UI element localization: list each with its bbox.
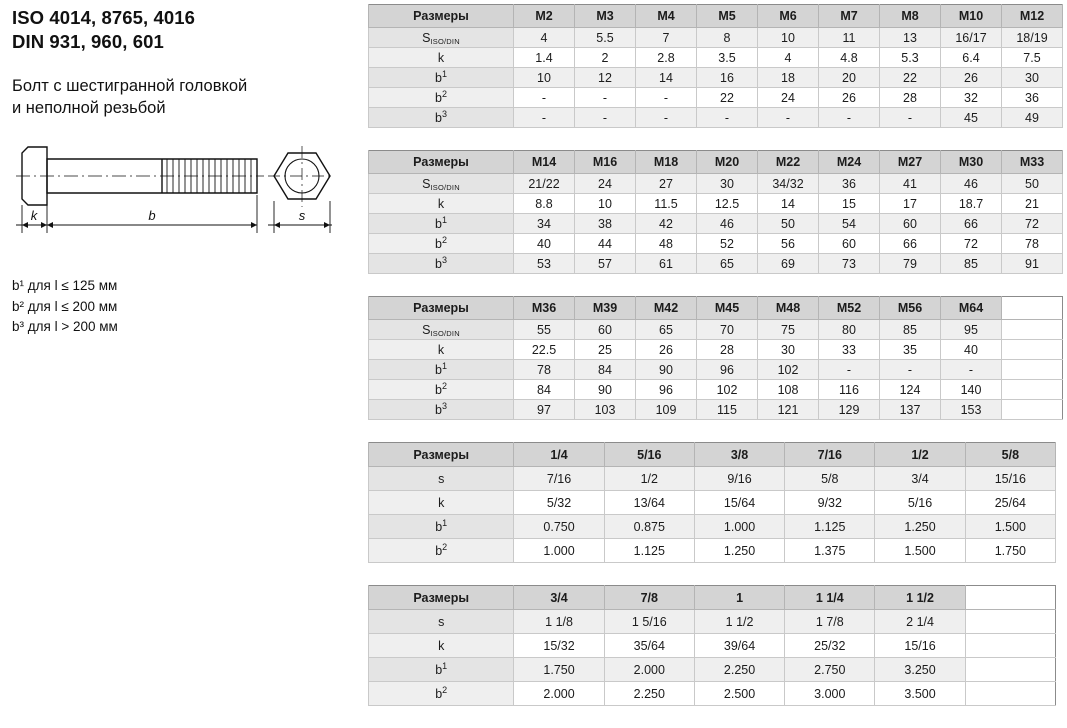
row-label: $S_{ISO/DIN}$ <box>369 28 514 48</box>
table-cell: 25 <box>575 340 636 360</box>
table-cell: - <box>514 108 575 128</box>
column-header-thread: M36 <box>514 297 575 320</box>
subtitle-line-1: Болт с шестигранной головкой <box>12 76 248 95</box>
table-cell: 30 <box>697 174 758 194</box>
table-cell: 35/64 <box>604 634 694 658</box>
table-cell: 1.250 <box>694 539 784 563</box>
table-cell: 14 <box>758 194 819 214</box>
table-cell: 3.250 <box>875 658 965 682</box>
table-row <box>369 214 1063 234</box>
table-cell <box>1002 360 1063 380</box>
table-cell: 11 <box>819 28 880 48</box>
table-cell <box>1002 400 1063 420</box>
table-cell: 27 <box>636 174 697 194</box>
table-cell: 7 <box>636 28 697 48</box>
table-cell: 3.5 <box>697 48 758 68</box>
row-label: $b^1$ <box>369 214 514 234</box>
table-header-row <box>369 5 1063 28</box>
table-cell: 65 <box>636 320 697 340</box>
svg-text:b: b <box>148 208 156 224</box>
column-header-thread: M27 <box>880 151 941 174</box>
table-cell: 1 1/8 <box>514 610 604 634</box>
table-row <box>369 88 1063 108</box>
table-cell: 46 <box>941 174 1002 194</box>
table-cell: 44 <box>575 234 636 254</box>
column-header-size: Размеры <box>369 297 514 320</box>
table-cell: 18 <box>758 68 819 88</box>
column-header-thread: M2 <box>514 5 575 28</box>
row-label: k <box>369 340 514 360</box>
table-cell: - <box>880 108 941 128</box>
column-header-thread: M16 <box>575 151 636 174</box>
table-cell: 50 <box>1002 174 1063 194</box>
table-cell: 4 <box>514 28 575 48</box>
svg-text:s: s <box>298 208 306 224</box>
table-cell: 1.750 <box>514 658 604 682</box>
table-cell: 1.4 <box>514 48 575 68</box>
table-row <box>369 682 1056 706</box>
table-cell: 48 <box>636 234 697 254</box>
table-cell: 3.000 <box>785 682 875 706</box>
column-header-thread: M48 <box>758 297 819 320</box>
table-cell: 17 <box>880 194 941 214</box>
table-cell: 34/32 <box>758 174 819 194</box>
row-label: $b^1$ <box>369 68 514 88</box>
table-cell: 38 <box>575 214 636 234</box>
table-cell: 2.500 <box>694 682 784 706</box>
table-cell: 8.8 <box>514 194 575 214</box>
table-cell <box>965 610 1055 634</box>
table-cell: 33 <box>819 340 880 360</box>
table-row <box>369 380 1063 400</box>
column-header-thread: M5 <box>697 5 758 28</box>
column-header-thread: 7/8 <box>604 586 694 610</box>
table-row <box>369 658 1056 682</box>
table-row <box>369 340 1063 360</box>
table-cell: - <box>819 108 880 128</box>
row-label: $b^1$ <box>369 360 514 380</box>
dimension-table-3 <box>368 296 1063 420</box>
table-cell: 22.5 <box>514 340 575 360</box>
column-header-thread: M42 <box>636 297 697 320</box>
column-header-thread: 3/8 <box>694 443 784 467</box>
table-cell: 84 <box>575 360 636 380</box>
column-header-thread: 7/16 <box>785 443 875 467</box>
title-line-1: ISO 4014, 8765, 4016 <box>12 7 196 28</box>
table-cell: 79 <box>880 254 941 274</box>
table-cell: 2 <box>575 48 636 68</box>
table-cell: 10 <box>758 28 819 48</box>
table-cell: 13/64 <box>604 491 694 515</box>
table-cell: 46 <box>697 214 758 234</box>
table-cell: 26 <box>636 340 697 360</box>
table-cell: 15/16 <box>875 634 965 658</box>
table-cell: 5/16 <box>875 491 965 515</box>
table-cell: 16/17 <box>941 28 1002 48</box>
table-cell: 124 <box>880 380 941 400</box>
table-cell: 30 <box>1002 68 1063 88</box>
table-cell: 1.250 <box>875 515 965 539</box>
table-row <box>369 108 1063 128</box>
table-row <box>369 610 1056 634</box>
table-cell: 49 <box>1002 108 1063 128</box>
table-cell: 9/16 <box>694 467 784 491</box>
table-cell: 2.750 <box>785 658 875 682</box>
table-row <box>369 234 1063 254</box>
table-cell <box>1002 380 1063 400</box>
table-cell: 1 1/2 <box>694 610 784 634</box>
table-header-row <box>369 297 1063 320</box>
table-cell: 14 <box>636 68 697 88</box>
table-row <box>369 539 1056 563</box>
table-cell: - <box>941 360 1002 380</box>
table-cell: 6.4 <box>941 48 1002 68</box>
table-cell: 15/32 <box>514 634 604 658</box>
table-cell: 3/4 <box>875 467 965 491</box>
row-label: $b^2$ <box>369 682 514 706</box>
table-cell: 2.250 <box>694 658 784 682</box>
table-row <box>369 360 1063 380</box>
table-cell: 73 <box>819 254 880 274</box>
row-label: $b^3$ <box>369 108 514 128</box>
table-row <box>369 320 1063 340</box>
table-cell: 108 <box>758 380 819 400</box>
table-cell: 34 <box>514 214 575 234</box>
table-cell: 2.250 <box>604 682 694 706</box>
table-row <box>369 515 1056 539</box>
table-cell: 15/16 <box>965 467 1055 491</box>
table-cell: 18/19 <box>1002 28 1063 48</box>
table-cell: 5.3 <box>880 48 941 68</box>
column-header-thread: 1/2 <box>875 443 965 467</box>
table-cell <box>1002 340 1063 360</box>
table-cell: 56 <box>758 234 819 254</box>
column-header-thread: M52 <box>819 297 880 320</box>
table-cell: 65 <box>697 254 758 274</box>
table-cell: 20 <box>819 68 880 88</box>
table-cell: 40 <box>514 234 575 254</box>
table-row <box>369 400 1063 420</box>
row-label: s <box>369 467 514 491</box>
table-cell: 36 <box>1002 88 1063 108</box>
footnote-1: b¹ для l ≤ 125 мм <box>12 278 118 294</box>
column-header-size: Размеры <box>369 443 514 467</box>
table-cell: 40 <box>941 340 1002 360</box>
table-row <box>369 68 1063 88</box>
table-cell: 102 <box>758 360 819 380</box>
row-label: k <box>369 634 514 658</box>
table-cell: 61 <box>636 254 697 274</box>
row-label: $b^1$ <box>369 515 514 539</box>
table-cell: 2.000 <box>514 682 604 706</box>
row-label: $b^2$ <box>369 380 514 400</box>
table-cell: 53 <box>514 254 575 274</box>
column-header-thread: M12 <box>1002 5 1063 28</box>
table-cell: 90 <box>575 380 636 400</box>
column-header-thread: M24 <box>819 151 880 174</box>
table-cell: 129 <box>819 400 880 420</box>
table-cell <box>965 634 1055 658</box>
table-cell: 60 <box>819 234 880 254</box>
table-cell: - <box>575 108 636 128</box>
table-cell: 9/32 <box>785 491 875 515</box>
table-cell: 26 <box>941 68 1002 88</box>
table-cell: 10 <box>575 194 636 214</box>
table-cell: 22 <box>880 68 941 88</box>
table-cell: 3.500 <box>875 682 965 706</box>
table-cell: 1.750 <box>965 539 1055 563</box>
column-header-thread: M33 <box>1002 151 1063 174</box>
table-row <box>369 467 1056 491</box>
row-label: $b^2$ <box>369 88 514 108</box>
column-header-thread: 1/4 <box>514 443 604 467</box>
table-cell: - <box>514 88 575 108</box>
row-label: $b^3$ <box>369 400 514 420</box>
table-cell: 41 <box>880 174 941 194</box>
column-header-thread: M56 <box>880 297 941 320</box>
table-cell: 84 <box>514 380 575 400</box>
footnote-3: b³ для l > 200 мм <box>12 319 118 335</box>
column-header-thread: M6 <box>758 5 819 28</box>
row-label: k <box>369 48 514 68</box>
table-cell: 102 <box>697 380 758 400</box>
bolt-drawing <box>12 141 332 246</box>
table-cell: 39/64 <box>694 634 784 658</box>
table-cell <box>1002 320 1063 340</box>
table-cell: 97 <box>514 400 575 420</box>
column-header-size: Размеры <box>369 151 514 174</box>
column-header-thread: M18 <box>636 151 697 174</box>
table-cell: 24 <box>758 88 819 108</box>
table-header-row <box>369 443 1056 467</box>
table-cell: 16 <box>697 68 758 88</box>
table-cell: 0.750 <box>514 515 604 539</box>
row-label: s <box>369 610 514 634</box>
table-cell: 66 <box>880 234 941 254</box>
table-cell: - <box>636 108 697 128</box>
table-cell: 1 7/8 <box>785 610 875 634</box>
table-cell: 116 <box>819 380 880 400</box>
table-cell: 103 <box>575 400 636 420</box>
column-header-size: Размеры <box>369 5 514 28</box>
table-cell: 7/16 <box>514 467 604 491</box>
table-cell: 5/32 <box>514 491 604 515</box>
table-cell: 153 <box>941 400 1002 420</box>
left-column <box>12 6 357 338</box>
table-cell: 78 <box>514 360 575 380</box>
table-cell: 96 <box>636 380 697 400</box>
table-cell: 12.5 <box>697 194 758 214</box>
table-cell: 72 <box>941 234 1002 254</box>
table-cell: 11.5 <box>636 194 697 214</box>
table-cell: 55 <box>514 320 575 340</box>
table-cell: 1.125 <box>604 539 694 563</box>
title-line-2: DIN 931, 960, 601 <box>12 31 164 53</box>
row-label: $S_{ISO/DIN}$ <box>369 174 514 194</box>
table-cell: - <box>880 360 941 380</box>
row-label: k <box>369 194 514 214</box>
table-cell: 5.5 <box>575 28 636 48</box>
table-cell: 18.7 <box>941 194 1002 214</box>
table-cell: 15/64 <box>694 491 784 515</box>
row-label: $S_{ISO/DIN}$ <box>369 320 514 340</box>
table-cell: 22 <box>697 88 758 108</box>
table-cell: 115 <box>697 400 758 420</box>
row-label: $b^3$ <box>369 254 514 274</box>
table-row <box>369 48 1063 68</box>
table-cell: 30 <box>758 340 819 360</box>
table-cell: 66 <box>941 214 1002 234</box>
table-cell: 4 <box>758 48 819 68</box>
row-label: k <box>369 491 514 515</box>
table-cell: 2 1/4 <box>875 610 965 634</box>
table-cell: - <box>819 360 880 380</box>
table-cell: 50 <box>758 214 819 234</box>
page-subtitle <box>12 75 357 120</box>
row-label: $b^2$ <box>369 234 514 254</box>
table-header-row <box>369 151 1063 174</box>
column-header-thread: M14 <box>514 151 575 174</box>
table-cell: 4.8 <box>819 48 880 68</box>
table-cell: 85 <box>941 254 1002 274</box>
column-header-thread: 1 1/2 <box>875 586 965 610</box>
table-cell: 2.000 <box>604 658 694 682</box>
table-cell: 12 <box>575 68 636 88</box>
table-cell: 0.875 <box>604 515 694 539</box>
table-cell: 1.000 <box>694 515 784 539</box>
footnote-2: b² для l ≤ 200 мм <box>12 298 118 314</box>
column-header-thread: 5/16 <box>604 443 694 467</box>
table-cell <box>965 682 1055 706</box>
subtitle-line-2: и неполной резьбой <box>12 99 166 118</box>
table-cell: 54 <box>819 214 880 234</box>
column-header-thread: M45 <box>697 297 758 320</box>
column-header-thread: 1 <box>694 586 784 610</box>
table-cell: 7.5 <box>1002 48 1063 68</box>
table-cell: 21/22 <box>514 174 575 194</box>
table-cell: 60 <box>880 214 941 234</box>
table-cell: 90 <box>636 360 697 380</box>
table-cell: 75 <box>758 320 819 340</box>
table-cell: 78 <box>1002 234 1063 254</box>
dimension-table-1 <box>368 4 1063 128</box>
table-cell: - <box>697 108 758 128</box>
table-cell: 42 <box>636 214 697 234</box>
table-cell: 52 <box>697 234 758 254</box>
table-cell: 1.500 <box>965 515 1055 539</box>
table-cell: 26 <box>819 88 880 108</box>
dimension-tables <box>368 4 1056 728</box>
column-header-thread <box>965 586 1055 610</box>
table-cell: 85 <box>880 320 941 340</box>
table-cell: 28 <box>697 340 758 360</box>
table-cell: 36 <box>819 174 880 194</box>
row-label: $b^2$ <box>369 539 514 563</box>
table-cell: 57 <box>575 254 636 274</box>
table-row <box>369 491 1056 515</box>
footnotes <box>12 276 357 338</box>
column-header-thread: 5/8 <box>965 443 1055 467</box>
table-cell <box>965 658 1055 682</box>
table-cell: 24 <box>575 174 636 194</box>
table-cell: 70 <box>697 320 758 340</box>
table-cell: 25/32 <box>785 634 875 658</box>
table-cell: 1/2 <box>604 467 694 491</box>
table-cell: 28 <box>880 88 941 108</box>
table-cell: 45 <box>941 108 1002 128</box>
column-header-thread: 1 1/4 <box>785 586 875 610</box>
table-cell: 5/8 <box>785 467 875 491</box>
table-cell: - <box>758 108 819 128</box>
table-row <box>369 174 1063 194</box>
table-cell: 1 5/16 <box>604 610 694 634</box>
column-header-thread: M4 <box>636 5 697 28</box>
svg-text:k: k <box>30 208 38 224</box>
table-cell: 2.8 <box>636 48 697 68</box>
table-cell: 25/64 <box>965 491 1055 515</box>
column-header-thread: M39 <box>575 297 636 320</box>
table-cell: 95 <box>941 320 1002 340</box>
table-cell: 1.125 <box>785 515 875 539</box>
table-cell: 137 <box>880 400 941 420</box>
table-row <box>369 254 1063 274</box>
table-cell: 96 <box>697 360 758 380</box>
table-cell: 91 <box>1002 254 1063 274</box>
table-row <box>369 28 1063 48</box>
table-cell: - <box>575 88 636 108</box>
column-header-thread: M3 <box>575 5 636 28</box>
table-cell: 8 <box>697 28 758 48</box>
column-header-thread: M30 <box>941 151 1002 174</box>
table-cell: 35 <box>880 340 941 360</box>
column-header-thread: M10 <box>941 5 1002 28</box>
table-cell: - <box>636 88 697 108</box>
table-cell: 69 <box>758 254 819 274</box>
table-cell: 121 <box>758 400 819 420</box>
table-cell: 21 <box>1002 194 1063 214</box>
table-cell: 72 <box>1002 214 1063 234</box>
table-cell: 1.375 <box>785 539 875 563</box>
table-cell: 80 <box>819 320 880 340</box>
page-title <box>12 6 357 55</box>
table-cell: 32 <box>941 88 1002 108</box>
table-cell: 1.500 <box>875 539 965 563</box>
table-cell: 1.000 <box>514 539 604 563</box>
column-header-thread: M7 <box>819 5 880 28</box>
dimension-table-5 <box>368 585 1056 706</box>
table-cell: 140 <box>941 380 1002 400</box>
column-header-thread: 3/4 <box>514 586 604 610</box>
table-cell: 10 <box>514 68 575 88</box>
table-cell: 15 <box>819 194 880 214</box>
table-header-row <box>369 586 1056 610</box>
table-cell: 13 <box>880 28 941 48</box>
row-label: $b^1$ <box>369 658 514 682</box>
dimension-table-2 <box>368 150 1063 274</box>
column-header-thread <box>1002 297 1063 320</box>
table-row <box>369 194 1063 214</box>
column-header-thread: M22 <box>758 151 819 174</box>
table-row <box>369 634 1056 658</box>
column-header-thread: M20 <box>697 151 758 174</box>
column-header-thread: M64 <box>941 297 1002 320</box>
table-cell: 109 <box>636 400 697 420</box>
table-cell: 60 <box>575 320 636 340</box>
column-header-thread: M8 <box>880 5 941 28</box>
dimension-table-4 <box>368 442 1056 563</box>
column-header-size: Размеры <box>369 586 514 610</box>
